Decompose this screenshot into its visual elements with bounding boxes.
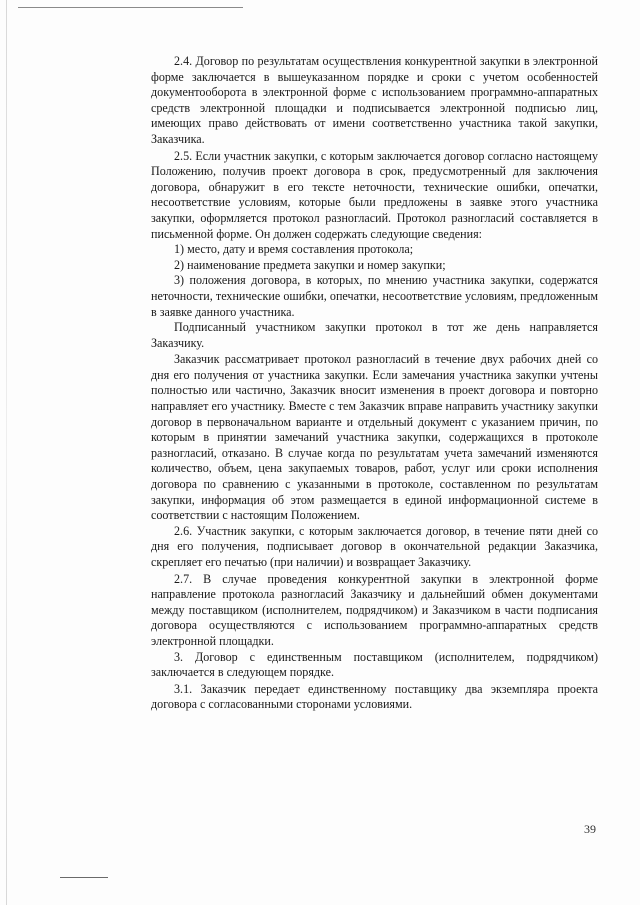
paragraph-3: 3. Договор с единственным поставщиком (исполнителем, подрядчиком) заключается в следующем порядке. (151, 649, 598, 680)
paragraph-2-7: 2.7. В случае проведения конкурентной закупки в электронной форме направление протокола разногласий Заказчику и дальнейший обмен документами между поставщиком (исполнителем, подрядчиком) и Заказчиком в части подписания договора осуществляются с использованием программно-аппаратных средств электронной площадки. (151, 571, 598, 648)
paragraph-3-1: 3.1. Заказчик передает единственному поставщику два экземпляра проекта договора с согласованными сторонами условиями. (151, 681, 598, 712)
page-number: 39 (584, 822, 596, 836)
paragraph-signed-protocol: Подписанный участником закупки протокол в тот же день направляется Заказчику. (151, 320, 598, 350)
list-item-2: 2) наименование предмета закупки и номер закупки; (174, 257, 446, 272)
header-rule (18, 7, 243, 8)
paragraph-2-4: 2.4. Договор по результатам осуществления конкурентной закупки в электронной форме заключается в вышеуказанном порядке и сроки с учетом особенностей документооборота в электронной форме с использованием программно-аппаратных средств электронной площадки и подписывается электронной подписью лиц, имеющих право действовать от имени соответственно участника такой закупки, Заказчика. (151, 54, 598, 146)
list-item-1: 1) место, дату и время составления протокола; (174, 242, 414, 257)
paragraph-customer-review: Заказчик рассматривает протокол разногласий в течение двух рабочих дней со дня его получения от участника закупки. Если замечания участника закупки учтены полностью или частично, Заказчик вносит изменения в проект договора и повторно направляет его участнику. Вместе с тем Заказчик вправе направить участнику закупки договор в первоначальном варианте и отдельный документ с указанием причин, по которым в принятии замечаний участника закупки, содержащихся в протоколе разногласий, отказано. В случае когда по результатам учета замечаний изменяются количество, объем, цена закупаемых товаров, работ, услуг или сроки исполнения договора по сравнению с указанными в протоколе, составленном по результатам закупки, информация об этом размещается в единой информационной системе в соответствии с настоящим Положением. (151, 352, 598, 523)
footer-rule (60, 877, 108, 878)
list-item-3: 3) положения договора, в которых, по мнению участника закупки, содержатся неточности, технические ошибки, опечатки, несоответствие условиям, предложенным в заявке данного участника. (151, 273, 598, 319)
document-body (151, 54, 598, 713)
scan-left-edge (6, 0, 7, 905)
paragraph-2-5: 2.5. Если участник закупки, с которым заключается договор согласно настоящему Положению, получив проект договора в срок, предусмотренный для заключения договора, обнаружит в его тексте неточности, технические ошибки, опечатки, несоответствие условиям, которые были предложены в заявке этого участника закупки, оформляется протокол разногласий. Протокол разногласий составляется в письменной форме. Он должен содержать следующие сведения: (151, 148, 598, 241)
paragraph-2-6: 2.6. Участник закупки, с которым заключается договор, в течение пяти дней со дня его получения, подписывает договор в окончательной редакции Заказчика, скрепляет его печатью (при наличии) и возвращает Заказчику. (151, 523, 598, 569)
